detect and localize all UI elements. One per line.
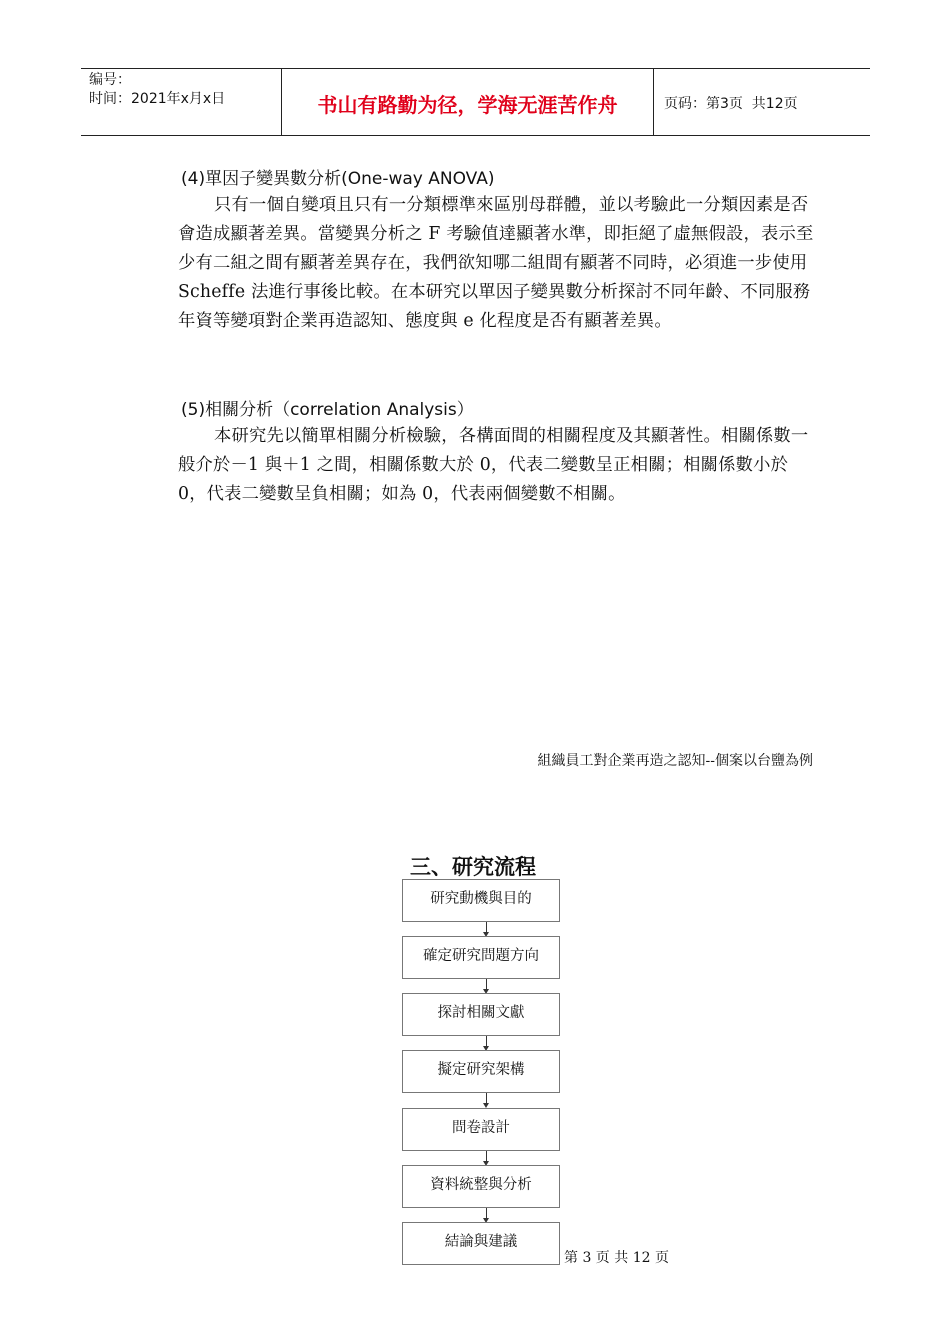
- section-4-title: (4)單因子變異數分析(One-way ANOVA): [181, 169, 495, 189]
- section-4-body: 只有一個自變項且只有一分類標準來區別母群體，並以考驗此一分類因素是否會造成顯著差異。當變異分析之 F 考驗值達顯著水準，即拒絕了虛無假設，表示至少有二組之間有顯著差異存在，我們欲知哪二組間有顯著不同時，必須進一步使用 Scheffe 法進行事後比較。在本研究以單因子變異數分析探討不同年齡、不同服務年資等變項對企業再造認知、態度與 e 化程度是否有顯著差異。: [178, 195, 814, 331]
- flow-step: 擬定研究架構: [402, 1050, 560, 1093]
- flow-arrow: [486, 1208, 487, 1221]
- page-info-text: 页码：第3页 共12页: [664, 96, 798, 112]
- flow-arrow: [486, 1036, 487, 1049]
- page-caption: 組織員工對企業再造之認知--個案以台鹽為例: [537, 753, 813, 769]
- flow-step: 資料統整與分析: [402, 1165, 560, 1208]
- flow-arrow: [486, 1151, 487, 1164]
- header-meta: [89, 71, 225, 109]
- time-label: 时间：2021年x月x日: [89, 91, 226, 107]
- flow-title: 三、研究流程: [410, 854, 536, 879]
- page-header: [81, 68, 870, 136]
- header-divider: [653, 69, 654, 135]
- flow-arrow: [486, 922, 487, 935]
- flow-step: 確定研究問題方向: [402, 936, 560, 979]
- header-motto: 书山有路勤为径，学海无涯苦作舟: [317, 92, 618, 117]
- flow-arrow: [486, 979, 487, 992]
- flow-step: 探討相關文獻: [402, 993, 560, 1036]
- section-5-title: (5)相關分析（correlation Analysis）: [181, 400, 474, 420]
- section-5-body: 本研究先以簡單相關分析檢驗，各構面間的相關程度及其顯著性。相關係數一般介於－1 與＋1 之間，相關係數大於 0，代表二變數呈正相關；相關係數小於 0，代表二變數呈負相關；如為 0，代表兩個變數不相關。: [178, 426, 809, 504]
- number-label: 编号：: [89, 72, 131, 88]
- flow-step: 問卷設計: [402, 1108, 560, 1151]
- flow-step: 結論與建議: [402, 1222, 560, 1265]
- page-footer: 第 3 页 共 12 页: [564, 1250, 669, 1266]
- flow-step: 研究動機與目的: [402, 879, 560, 922]
- header-page-info: [664, 69, 798, 137]
- flow-arrow: [486, 1093, 487, 1106]
